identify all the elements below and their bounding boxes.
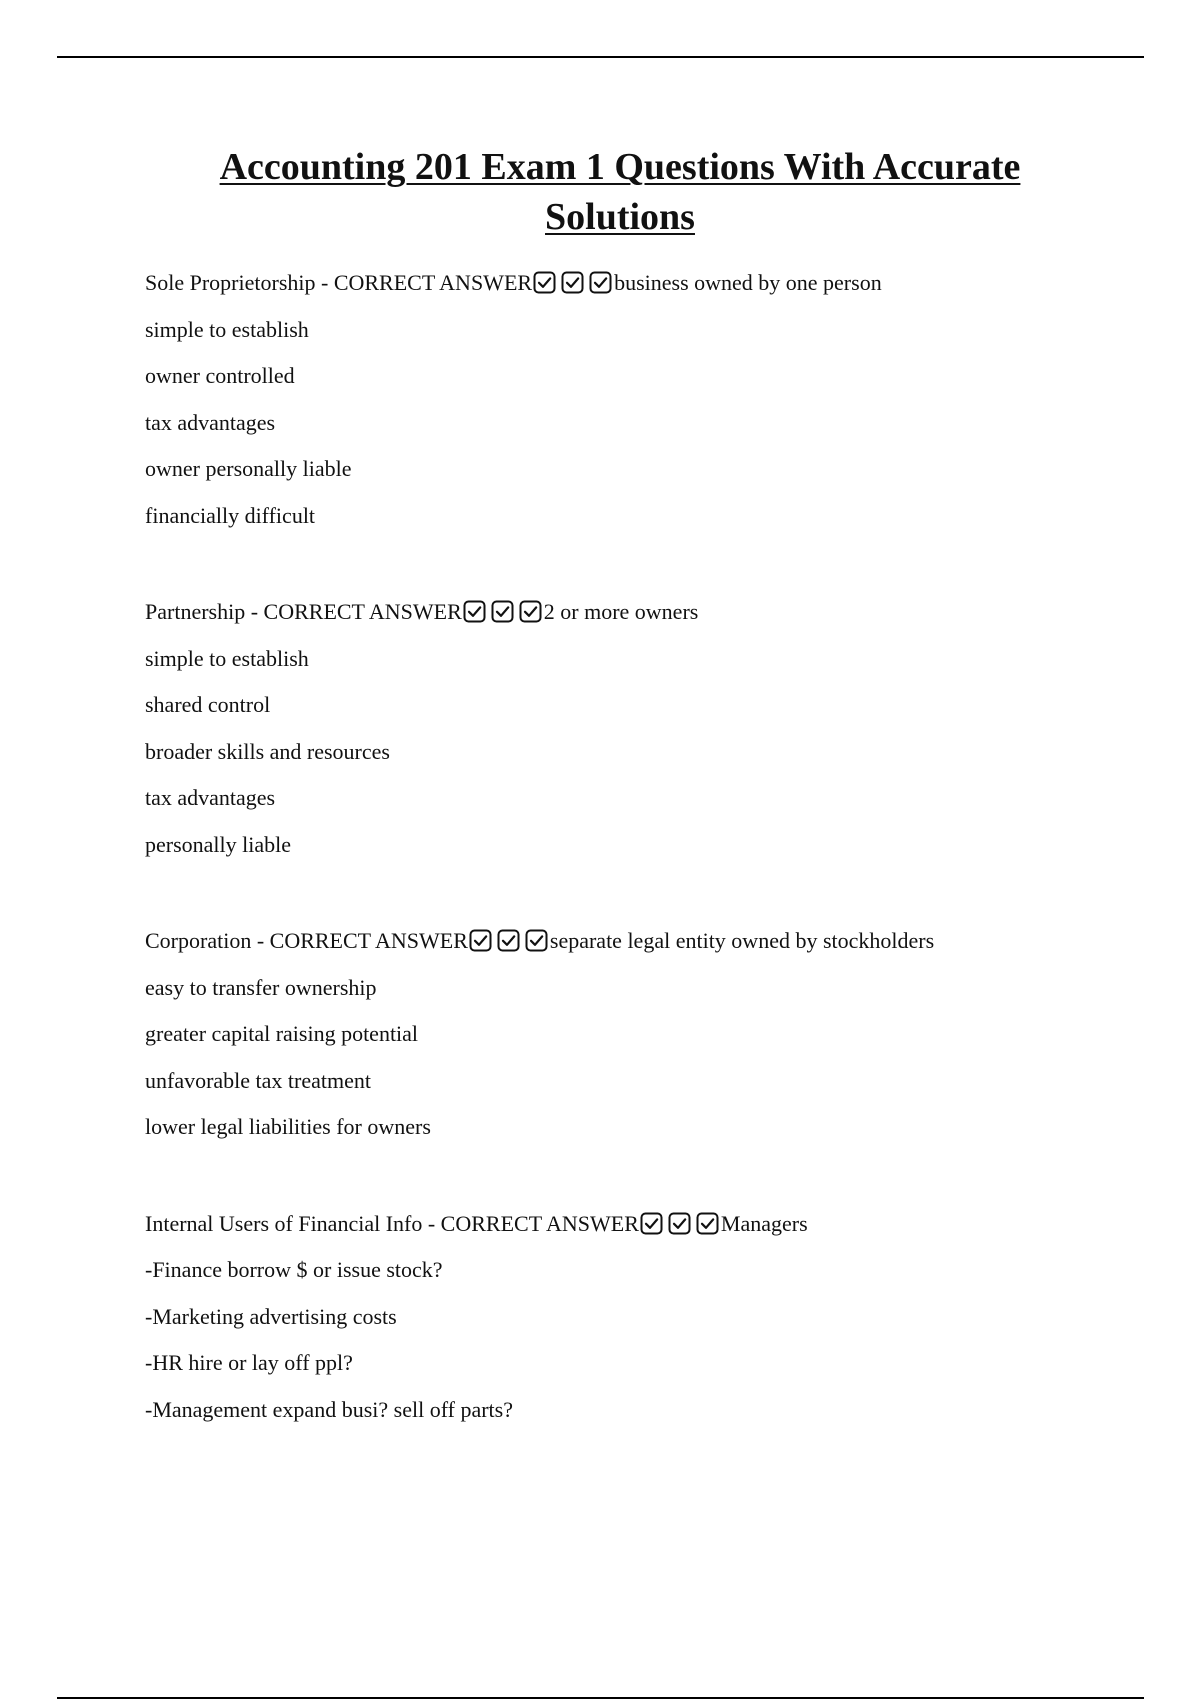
question-line bbox=[145, 918, 1145, 965]
answer-detail: simple to establish bbox=[145, 645, 309, 671]
question-term: Sole Proprietorship - CORRECT ANSWER bbox=[145, 270, 533, 295]
checkbox-check-icon bbox=[640, 1212, 663, 1235]
answer-detail: easy to transfer ownership bbox=[145, 974, 377, 1000]
answer-detail: owner personally liable bbox=[145, 456, 352, 481]
checkbox-check-icon bbox=[525, 929, 548, 952]
checkbox-check-icon bbox=[469, 929, 492, 952]
checkbox-check-icon bbox=[519, 600, 542, 623]
answer-detail: greater capital raising potential bbox=[145, 1021, 419, 1046]
answer-detail: -HR hire or lay off ppl? bbox=[145, 1350, 353, 1375]
answer-text: business owned by one person bbox=[614, 270, 882, 295]
answer-text: 2 or more owners bbox=[543, 599, 699, 624]
question-line bbox=[145, 1201, 1145, 1248]
checkbox-check-icon bbox=[533, 271, 556, 294]
answer-checkmarks bbox=[469, 929, 548, 952]
answer-detail: personally liable bbox=[145, 831, 292, 857]
bottom-rule bbox=[57, 1697, 1144, 1699]
answer-text: separate legal entity owned by stockholders bbox=[549, 928, 935, 953]
question-term: Internal Users of Financial Info - CORRECT ANSWER bbox=[145, 1210, 639, 1236]
answer-text: Managers bbox=[720, 1210, 808, 1236]
checkbox-check-icon bbox=[491, 600, 514, 623]
answer-checkmarks bbox=[640, 1212, 719, 1235]
qa-section bbox=[145, 918, 1145, 1151]
qa-section bbox=[145, 589, 1145, 868]
answer-detail: owner controlled bbox=[145, 363, 295, 388]
answer-detail: -Management expand busi? sell off parts? bbox=[145, 1396, 513, 1422]
page-title: Accounting 201 Exam 1 Questions With Accurate Solutions bbox=[219, 146, 1021, 238]
qa-section bbox=[145, 1201, 1145, 1434]
answer-detail: simple to establish bbox=[145, 316, 309, 342]
question-line bbox=[145, 589, 1145, 636]
checkbox-check-icon bbox=[696, 1212, 719, 1235]
answer-detail: financially difficult bbox=[145, 502, 316, 528]
answer-detail: shared control bbox=[145, 692, 271, 717]
answer-detail: -Finance borrow $ or issue stock? bbox=[145, 1257, 443, 1282]
checkbox-check-icon bbox=[668, 1212, 691, 1235]
answer-checkmarks bbox=[533, 271, 612, 294]
checkbox-check-icon bbox=[589, 271, 612, 294]
top-rule bbox=[57, 56, 1144, 58]
answer-detail: lower legal liabilities for owners bbox=[145, 1114, 431, 1139]
checkbox-check-icon bbox=[561, 271, 584, 294]
qa-section bbox=[145, 260, 1145, 539]
answer-detail: -Marketing advertising costs bbox=[145, 1303, 397, 1329]
answer-detail: tax advantages bbox=[145, 785, 276, 810]
answer-detail: unfavorable tax treatment bbox=[145, 1067, 372, 1093]
checkbox-check-icon bbox=[497, 929, 520, 952]
question-term: Corporation - CORRECT ANSWER bbox=[145, 928, 468, 953]
question-line bbox=[145, 260, 1145, 307]
answer-detail: tax advantages bbox=[145, 409, 276, 435]
checkbox-check-icon bbox=[463, 600, 486, 623]
question-term: Partnership - CORRECT ANSWER bbox=[145, 599, 462, 624]
document-body bbox=[145, 260, 1145, 1483]
answer-detail: broader skills and resources bbox=[145, 738, 390, 764]
answer-checkmarks bbox=[463, 600, 542, 623]
